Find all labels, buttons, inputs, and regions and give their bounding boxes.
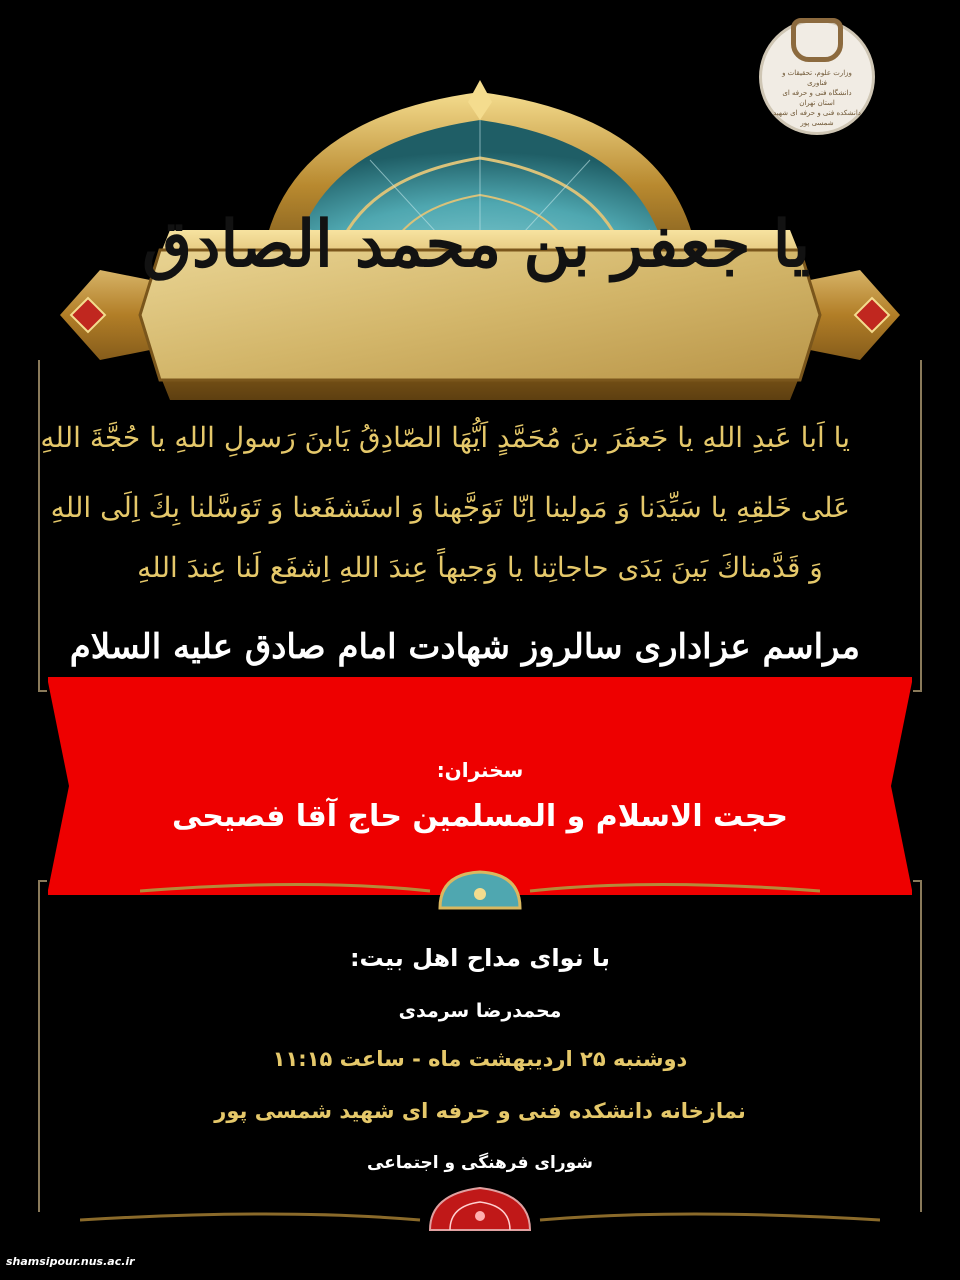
verse-line-1: یا اَبا عَبدِ اللهِ یا جَعفَرَ بنَ مُحَمَّدٍ اَیُّهَا الصّادِقُ یَابنَ رَسولِ اللهِ یا حُجَّةَ اللهِ <box>40 421 850 454</box>
logo-caption: وزارت علوم، تحقیقات و فناوری دانشگاه فنی و حرفه ای استان تهران دانشکده فنی و حرفه ای شهید شمسی پور <box>773 69 861 127</box>
organizer-council: شورای فرهنگی و اجتماعی <box>366 1153 594 1173</box>
event-title: مراسم عزاداری سالروز شهادت امام صادق علیه السلام <box>69 627 860 667</box>
speaker-name: حجت الاسلام و المسلمین حاج آقا فصیحی <box>171 799 789 834</box>
event-venue: نمازخانه دانشکده فنی و حرفه ای شهید شمسی پور <box>214 1099 746 1123</box>
speaker-label: سخنران: <box>436 758 524 782</box>
verse-line-3: وَ قَدَّمناكَ بَینَ یَدَی حاجاتِنا یا وَجیهاً عِندَ اللهِ اِشفَع لَنا عِندَ اللهِ <box>137 551 823 584</box>
band-edge-right <box>891 677 913 895</box>
speaker-band <box>48 677 912 895</box>
madah-name: محمدرضا سرمدی <box>398 1000 562 1022</box>
madah-label: با نوای مداح اهل بیت: <box>349 944 611 972</box>
bottom-ornament-icon <box>80 1180 880 1240</box>
event-date-time: دوشنبه ۲۵ اردیبهشت ماه - ساعت ۱۱:۱۵ <box>272 1047 688 1071</box>
logo-emblem-icon <box>791 18 843 62</box>
band-edge-left <box>47 677 69 895</box>
verse-line-2: عَلی خَلقِهِ یا سَیِّدَنا وَ مَولینا اِنّا تَوَجَّهنا وَ استَشفَعنا وَ تَوَسَّلنا بِكَ اِلَی اللهِ <box>50 491 850 524</box>
website-url[interactable]: shamsipour.nus.ac.ir <box>6 1255 135 1268</box>
divider-ornament-icon <box>140 868 820 914</box>
banner-calligraphy-title: یا جعفر بن محمد الصادق <box>142 207 810 282</box>
